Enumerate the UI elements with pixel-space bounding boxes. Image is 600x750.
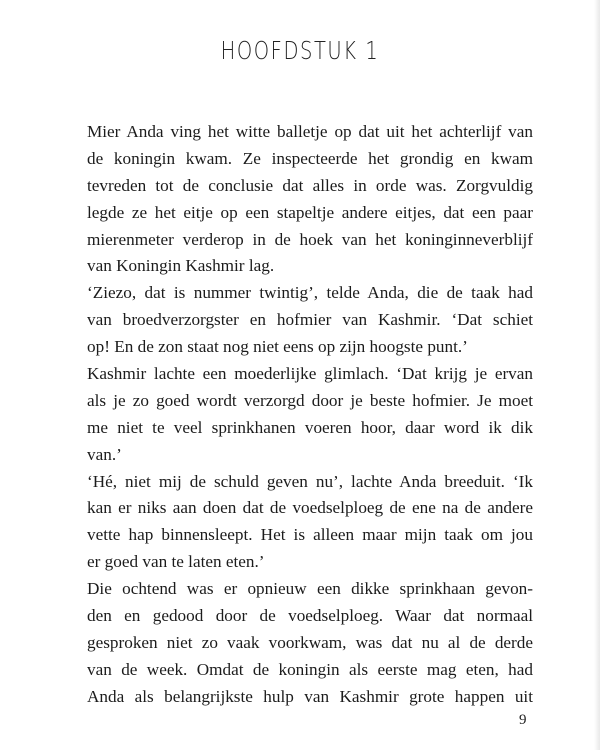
text-line: gesproken niet zo vaak voorkwam, was dat nu al de derde xyxy=(87,632,533,652)
text-line: legde ze het eitje op een stapeltje andere eitjes, dat een paar xyxy=(87,202,533,222)
page-number: 9 xyxy=(519,712,527,728)
text-line: vette hap binnensleept. Het is alleen maar mijn taak om jou xyxy=(87,525,533,545)
text-line: van.’ xyxy=(87,444,122,464)
text-line: kan er niks aan doen dat de voedselploeg de ene na de andere xyxy=(87,498,533,518)
text-line: van Koningin Kashmir lag. xyxy=(87,256,275,276)
text-line: mierenmeter verderop in de hoek van het koninginneverblijf xyxy=(87,229,533,249)
text-line: van broedverzorgster en hofmier van Kashmir. ‘Dat schiet xyxy=(87,310,533,330)
text-line: me niet te veel sprinkhanen voeren hoor, daar word ik dik xyxy=(87,417,533,437)
text-line: Mier Anda ving het witte balletje op dat uit het achterlijf van xyxy=(87,122,533,141)
text-line: van de week. Omdat de koningin als eerste mag eten, had xyxy=(87,659,533,679)
text-line: als je zo goed wordt verzorgd door je beste hofmier. Je moet xyxy=(87,390,533,410)
text-line: Die ochtend was er opnieuw een dikke sprinkhaan gevon- xyxy=(87,579,533,599)
text-line: tevreden tot de conclusie dat alles in orde was. Zorgvuldig xyxy=(87,175,533,195)
text-line: er goed van te laten eten.’ xyxy=(87,552,265,572)
chapter-title: HOOFDSTUK 1 xyxy=(220,36,380,65)
text-line: ‘Hé, niet mij de schuld geven nu’, lachte Anda breeduit. ‘Ik xyxy=(87,471,533,491)
text-line: ‘Ziezo, dat is nummer twintig’, telde Anda, die de taak had xyxy=(87,283,533,303)
text-line: den en gedood door de voedselploeg. Waar dat normaal xyxy=(87,606,533,626)
text-line: op! En de zon staat nog niet eens op zijn hoogste punt.’ xyxy=(87,337,468,357)
text-line: de koningin kwam. Ze inspecteerde het grondig en kwam xyxy=(87,148,533,168)
page-edge-shadow xyxy=(594,0,600,750)
text-line: Kashmir lachte een moederlijke glimlach. ‘Dat krijg je ervan xyxy=(87,364,533,384)
body-text xyxy=(87,119,533,711)
text-line: Anda als belangrijkste hulp van Kashmir grote happen uit xyxy=(87,686,533,706)
